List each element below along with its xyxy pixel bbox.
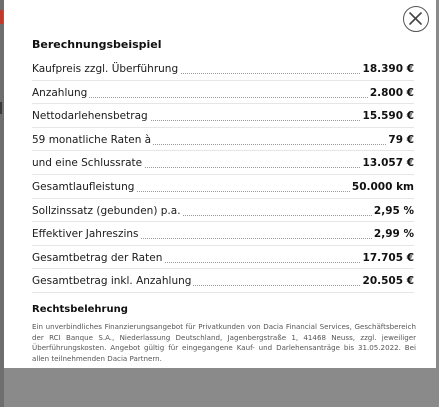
row-label: 59 monatliche Raten à: [32, 133, 152, 146]
calculation-row: [32, 246, 414, 270]
row-value: 15.590 €: [362, 110, 414, 123]
calculation-row: [32, 269, 414, 293]
row-label: Gesamtbetrag inkl. Anzahlung: [32, 275, 192, 288]
calculation-row: [32, 128, 414, 152]
calculation-example-modal: [4, 0, 436, 368]
overlay-background: [4, 368, 439, 407]
legal-title: Rechtsbelehrung: [32, 304, 128, 315]
close-button[interactable]: [403, 6, 429, 32]
legal-text: Ein unverbindliches Finanzierungsangebot für Privatkunden von Dacia Financial Services, Geschäftsbereich der RCI Banque S.A., Niederlassung Deutschland, Jagenbergstraße 1, 41468 Neuss, zzgl. jeweiliger Überführungskosten. Angebot gültig für eingegangene Kauf- und Darlehensanträge bis 31.05.2022. Bei allen teilnehmenden Dacia Partnern.: [32, 322, 416, 363]
row-label: Effektiver Jahreszins: [32, 228, 139, 241]
background-accent: [0, 10, 3, 24]
row-value: 50.000 km: [351, 180, 414, 193]
row-label: Nettodarlehensbetrag: [32, 110, 148, 123]
row-value: 18.390 €: [362, 63, 414, 75]
calculation-row: [32, 57, 414, 81]
close-icon: [404, 7, 427, 30]
row-value: 2,95 %: [373, 204, 414, 217]
row-value: 20.505 €: [362, 275, 414, 288]
calculation-row: [32, 104, 414, 128]
row-label: Kaufpreis zzgl. Überführung: [32, 63, 179, 75]
background-text-fragment: [0, 102, 2, 114]
row-label: Anzahlung: [32, 86, 88, 99]
calculation-table: [32, 57, 414, 293]
row-value: 13.057 €: [362, 157, 414, 170]
calculation-row: [32, 222, 414, 246]
modal-title: Berechnungsbeispiel: [32, 38, 162, 51]
calculation-row: [32, 81, 414, 105]
row-label: und eine Schlussrate: [32, 157, 143, 170]
calculation-row: [32, 151, 414, 175]
row-label: Gesamtbetrag der Raten: [32, 251, 163, 264]
row-value: 79 €: [388, 133, 414, 146]
row-value: 2.800 €: [369, 86, 414, 99]
row-value: 17.705 €: [362, 251, 414, 264]
row-label: Gesamtlaufleistung: [32, 180, 135, 193]
row-value: 2,99 %: [373, 228, 414, 241]
calculation-row: [32, 199, 414, 223]
row-label: Sollzinssatz (gebunden) p.a.: [32, 204, 181, 217]
calculation-row: [32, 175, 414, 199]
